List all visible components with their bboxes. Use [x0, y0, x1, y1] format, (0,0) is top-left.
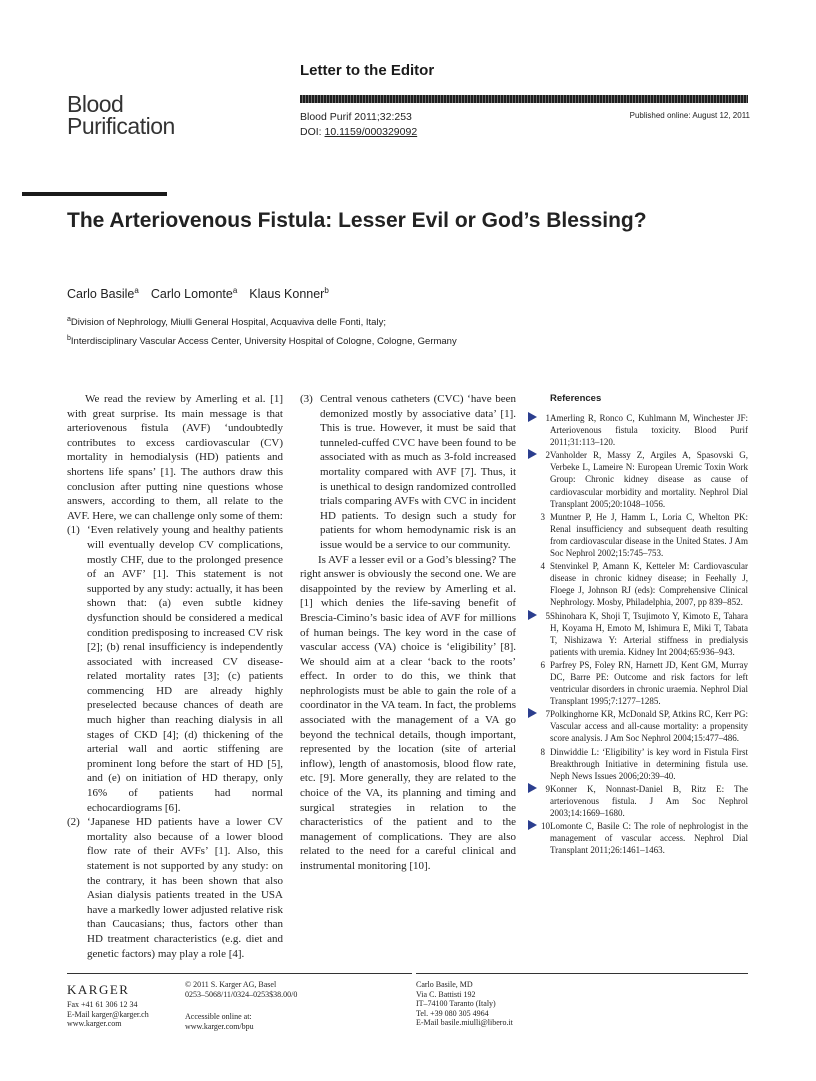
journal-logo-line: Blood — [67, 91, 124, 117]
reference-text: Konner K, Nonnast-Daniel B, Ritz E: The arteriovenous fistula. J Am Soc Nephrol 2003;14:1669–1680. — [550, 783, 748, 818]
correspondence-email[interactable]: E-Mail basile.miulli@libero.it — [416, 1018, 513, 1028]
online-access — [185, 1012, 254, 1031]
publisher-logo: KARGER — [67, 982, 130, 997]
reference-item — [530, 746, 748, 782]
reference-text: Muntner P, He J, Hamm L, Loria C, Whelton PK: Renal insufficiency and subsequent death resulting from cardiovascular disease in the United States. J Am Soc Nephrol 2002;15:745–753. — [550, 511, 748, 559]
reference-link-arrow-icon[interactable] — [528, 449, 537, 459]
reference-item — [530, 708, 748, 744]
list-item-number: (1) — [67, 524, 80, 537]
reference-number: 3 — [540, 511, 545, 522]
citation: Blood Purif 2011;32:253 — [300, 111, 412, 123]
footer-rule — [416, 973, 748, 974]
correspondence-name: Carlo Basile, MD — [416, 980, 473, 989]
reference-text: Lomonte C, Basile C: The role of nephrologist in the management of vascular access. Nephrol Dial Transplant 2011;26:1461–1463. — [550, 821, 748, 856]
body-column-2 — [300, 392, 516, 874]
reference-link-arrow-icon[interactable] — [528, 412, 537, 422]
references-heading: References — [550, 393, 602, 404]
author — [67, 287, 139, 301]
conclusion-paragraph: Is AVF a lesser evil or a God’s blessing? The right answer is obviously the second one. We are disappointed by the review by Amerling et al. [1] which denies the life-saving benefit of Brescia-Cimino’s basic idea of AVF for millions of human beings. The key word in the case of vascular access (VA) choice is ‘eligibility’ [8]. We should aim at a clear ‘back to the roots’ effect. In order to do this, we think that nephrologists must be able to gain the role of a coordinator in the VA team. In fact, the problems associated with the management of a VA go beyond the technical details, though important, represented by the location (site of arterial inflow), length of anastomosis, blood flow rate, etc. [9]. More generally, they are related to the choice of the VA, its planning and timing and surgical strategies in relation to the characteristics of the patient and to the management of complications. They are also related to the need for a careful clinical and instrumental monitoring [10]. — [300, 553, 516, 872]
issn-line: 0253–5068/11/0324–0253$38.00/0 — [185, 989, 298, 999]
reference-text: Shinohara K, Shoji T, Tsujimoto Y, Kimoto E, Tahara H, Koyama H, Emoto M, Ishimura E, Miki T, Tabata T, Nishizawa Y: Arterial stiffness in predialysis patients with uremia. Kidney Int 2004;65:936–943. — [550, 610, 748, 657]
list-item-3 — [300, 392, 516, 553]
footer-rule — [67, 973, 412, 974]
publisher-fax: Fax +41 61 306 12 34 — [67, 1000, 138, 1009]
doi-line — [300, 125, 417, 140]
header-bar — [300, 95, 748, 103]
author — [249, 287, 329, 301]
author-list — [67, 286, 329, 301]
list-item-text: Central venous catheters (CVC) ‘have been demonized mostly by associative data’ [1]. This is true. However, it must be said that tunneled-cuffed CVC have been found to be associated with as much as 3-fold increased mortality compared with AVF [7]. Thus, it is unethical to design randomized controlled trials comparing AVFs with CVC in incident HD patients. To design such a study for patients for whom hemodynamic risk is an issue would be a service to our community. — [320, 393, 516, 551]
reference-number: 8 — [540, 746, 545, 757]
reference-item — [530, 412, 748, 448]
reference-link-arrow-icon[interactable] — [528, 783, 537, 793]
section-label: Letter to the Editor — [300, 62, 435, 79]
intro-paragraph: We read the review by Amerling et al. [1] with great surprise. Its main message is that arteriovenous fistula (AVF) ‘undoubtedly contributes to excess cardiovascular (CV) mortality in hemodialysis (HD) patients and shortens life spans’ [1]. The authors draw this conclusion after putting nine questions whose answers, according to them, all relate to the AVF. Here, we can challenge only some of them: — [67, 393, 283, 522]
reference-number: 4 — [540, 561, 545, 572]
article-title: The Arteriovenous Fistula: Lesser Evil or God’s Blessing? — [67, 209, 647, 232]
affiliation — [67, 331, 457, 350]
author-affiliation-mark: a — [232, 286, 238, 295]
reference-text: Amerling R, Ronco C, Kuhlmann M, Winchester JF: Arteriovenous fistula toxicity. Blood Purif 2011;31:113–120. — [550, 413, 748, 448]
reference-text: Parfrey PS, Foley RN, Harnett JD, Kent GM, Murray DC, Barre PE: Outcome and risk factors for left ventricular disorders in chronic uraemia. Nephrol Dial Transplant 1995;7:1277–1285. — [550, 659, 748, 707]
reference-item — [530, 820, 748, 856]
correspondence-city: IT–74100 Taranto (Italy) — [416, 999, 496, 1009]
list-item-text: ‘Even relatively young and healthy patients will eventually develop CV complications, mostly CHF, due to the prolonged presence of an AVF’ [1]. This statement is not supported by any study: actually, it has been shown that: (a) even subtle kidney dysfunction should be considered a medical condition predisposing to increased CV risk [2]; (b) renal insufficiency is independently associated with increased CV disease-related mortality rates [3]; (c) patients commencing HD are already highly preselected because chances of death are much higher than reaching dialysis in all stages of CKD [4]; (d) thickening of the arterial wall and aortic stiffening are prominent long before the start of HD [5], and (e) on initiation of HD therapy, only 16% of patients had normal echocardiograms [6]. — [87, 524, 283, 814]
affiliation — [67, 312, 457, 331]
reference-item — [530, 511, 748, 559]
list-item-text: ‘Japanese HD patients have a lower CV mortality also because of a lower blood flow rate of their AVFs’ [1]. Also, this statement is not supported by any study: on the contrary, it has been shown that also Asian dialysis patients treated in the USA have a markedly lower adjusted relative risk than Caucasians; thus, factors other than HD treatment characteristics (e.g. diet and genetic factors) may play a role [4]. — [87, 816, 283, 960]
copyright-line: © 2011 S. Karger AG, Basel — [185, 980, 277, 989]
author-affiliation-mark: a — [134, 286, 139, 295]
reference-number: 5 — [545, 610, 550, 621]
copyright — [185, 980, 297, 999]
reference-item — [530, 659, 748, 707]
correspondence-street: Via C. Battisti 192 — [416, 989, 476, 999]
author-name: Carlo Lomonte — [150, 287, 233, 302]
reference-item — [530, 610, 748, 658]
affiliation-text: Interdisciplinary Vascular Access Center, University Hospital of Cologne, Cologne, Germany — [70, 336, 457, 348]
affiliation-mark: b — [67, 335, 71, 343]
publisher-contact — [67, 1000, 149, 1029]
reference-item — [530, 560, 748, 608]
reference-link-arrow-icon[interactable] — [528, 820, 537, 830]
reference-number: 7 — [545, 709, 550, 720]
reference-text: Polkinghorne KR, McDonald SP, Atkins RC, Kerr PG: Vascular access and all-cause mortality: a propensity score analysis. J Am Soc Nephrol 2004;15:477–486. — [550, 709, 748, 744]
reference-list — [530, 412, 748, 857]
reference-text: Vanholder R, Massy Z, Argiles A, Spasovski G, Verbeke L, Lameire N: European Uremic Toxin Work Group: Chronic kidney disease as cause of cardiovascular morbidity and mortality. Nephrol Dial Transplant 2005;20:1048–1056. — [550, 450, 748, 509]
published-date: Published online: August 12, 2011 — [629, 111, 750, 120]
reference-number: 6 — [540, 659, 545, 670]
affiliations — [67, 312, 457, 350]
list-item-1 — [67, 523, 283, 815]
reference-number: 10 — [541, 821, 550, 832]
publisher-email[interactable]: E-Mail karger@karger.ch — [67, 1009, 149, 1019]
reference-item — [530, 449, 748, 509]
reference-text: Dinwiddie L: ‘Eligibility’ is key word in Fistula First Breakthrough Initiative in determining fistula use. Neph News Issues 2006;20:39–40. — [550, 746, 748, 781]
author-name: Klaus Konner — [249, 287, 325, 302]
correspondence-address — [416, 980, 513, 1028]
author — [151, 287, 237, 301]
list-item-number: (2) — [67, 816, 80, 829]
list-item-2 — [67, 815, 283, 961]
reference-number: 2 — [545, 450, 550, 461]
correspondence-phone: Tel. +39 080 305 4964 — [416, 1008, 489, 1018]
body-column-1 — [67, 392, 283, 961]
affiliation-text: Division of Nephrology, Miulli General Hospital, Acquaviva delle Fonti, Italy; — [70, 317, 386, 329]
reference-number: 1 — [545, 413, 550, 423]
reference-number: 9 — [545, 783, 550, 794]
doi-link[interactable]: 10.1159/000329092 — [324, 126, 418, 138]
reference-link-arrow-icon[interactable] — [528, 708, 537, 718]
author-affiliation-mark: b — [324, 286, 329, 295]
title-rule — [22, 192, 167, 196]
citation-block — [300, 110, 417, 140]
reference-text: Stenvinkel P, Amann K, Ketteler M: Cardiovascular disease in chronic kidney disease; in Feehally J, Floege J, Johnson RJ (eds): Comprehensive Clinical Nephrology. Mosby, Philadelphia, 2007, pp 839–852. — [550, 561, 748, 608]
affiliation-mark: a — [67, 316, 71, 323]
doi-label: DOI: — [300, 126, 325, 138]
journal-logo — [67, 93, 187, 137]
online-access-label: Accessible online at: — [185, 1012, 252, 1021]
reference-item — [530, 783, 748, 819]
online-access-url[interactable]: www.karger.com/bpu — [185, 1021, 254, 1031]
list-item-number: (3) — [300, 393, 313, 405]
author-name: Carlo Basile — [67, 287, 135, 302]
journal-logo-line: Purification — [67, 113, 175, 139]
publisher-website[interactable]: www.karger.com — [67, 1019, 122, 1029]
reference-link-arrow-icon[interactable] — [528, 610, 537, 620]
